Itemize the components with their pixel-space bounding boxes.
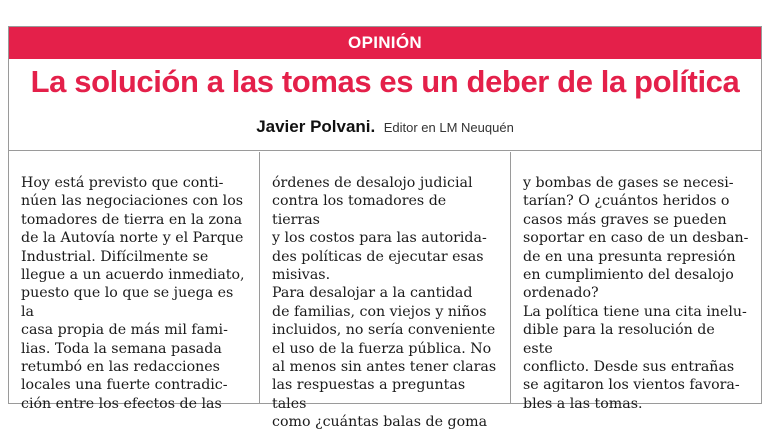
paragraph: Para desalojar a la cantidad de familias, con viejos y niños incluidos, no sería conveniente el uso de la fuerza pública. No al menos sin antes tener claras las respuestas a preguntas tales como ¿cuántas balas de goma — [272, 285, 497, 431]
paragraph: órdenes de desalojo judicial contra los tomadores de tierras y los costos para las autorida- des políticas de ejecutar esas misivas. — [272, 175, 487, 284]
section-label: OPINIÓN — [348, 33, 422, 52]
article-body — [9, 152, 761, 431]
author-name: Javier Polvani. — [256, 117, 376, 136]
column-2 — [259, 152, 510, 431]
column-3 — [510, 152, 761, 412]
paragraph: Hoy está previsto que conti- núen las negociaciones con los tomadores de tierra en la zona de la Autovía norte y el Parque Industrial. Difícilmente se llegue a un acuerdo inmediato, puesto que lo que se juega es la casa propia de más mil fami- lias. Toda la semana pasada retumbó en las redacciones locales una fuerte contradic- ción entre los efectos de las — [21, 175, 245, 412]
byline — [9, 117, 761, 137]
author-role: Editor en LM Neuquén — [383, 120, 514, 135]
article-headline: La solución a las tomas es un deber de la política — [30, 64, 740, 99]
column-1 — [9, 152, 259, 412]
paragraph: La política tiene una cita inelu- dible para la resolución de este conflicto. Desde sus entrañas se agitaron los vientos favora- bles a las tomas. — [523, 303, 747, 412]
paragraph: y bombas de gases se necesi- tarían? O ¿cuántos heridos o casos más graves se pueden soportar en caso de un desban- de en una presunta represión en cumplimiento del desalojo ordenado? — [523, 175, 749, 302]
section-banner — [9, 27, 761, 59]
